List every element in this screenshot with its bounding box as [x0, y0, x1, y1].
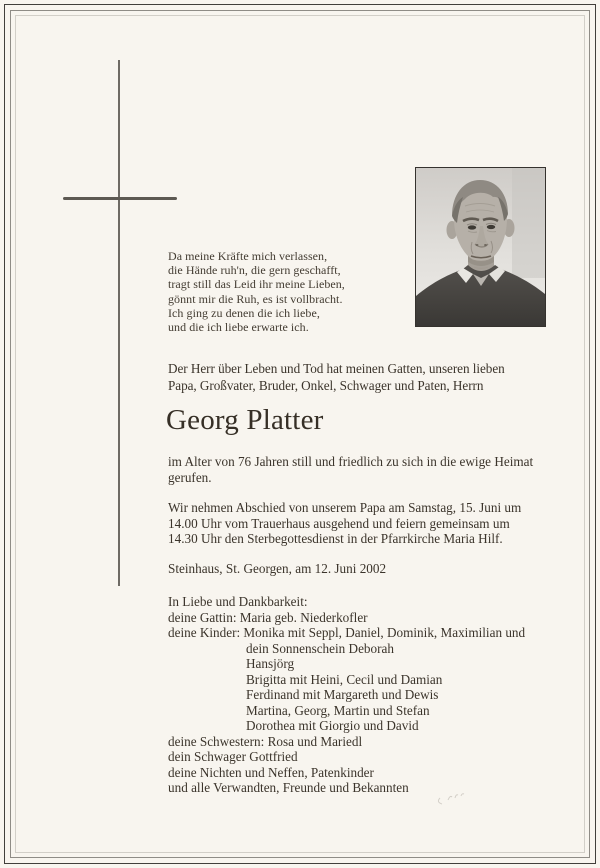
announcement-intro	[168, 361, 505, 394]
family-line: deine Gattin: Maria geb. Niederkofler	[168, 609, 368, 625]
poem-line: tragt still das Leid ihr meine Lieben,	[168, 277, 345, 292]
age-line: im Alter von 76 Jahren still und friedlich zu sich in die ewige Heimat	[168, 454, 534, 469]
age-line: gerufen.	[168, 470, 212, 485]
family-line: Brigitta mit Heini, Cecil und Damian	[246, 671, 443, 687]
poem-line: gönnt mir die Ruh, es ist vollbracht.	[168, 291, 343, 306]
memorial-poem	[168, 249, 345, 334]
funeral-line: 14.30 Uhr den Sterbegottesdienst in der Pfarrkirche Maria Hilf.	[168, 531, 503, 547]
family-line: und alle Verwandten, Freunde und Bekannten	[168, 780, 409, 795]
intro-line: Papa, Großvater, Bruder, Onkel, Schwager und Paten, Herrn	[168, 377, 484, 393]
family-line: deine Nichten und Neffen, Patenkinder	[168, 764, 374, 780]
poem-line: Da meine Kräfte mich verlassen,	[168, 249, 328, 263]
family-line: Hansjörg	[246, 656, 295, 671]
funeral-line: Wir nehmen Abschied von unserem Papa am Samstag, 15. Juni um	[168, 500, 522, 515]
portrait-photo	[415, 167, 546, 327]
family-line: deine Kinder: Monika mit Seppl, Daniel, Dominik, Maximilian und	[168, 625, 526, 640]
family-heading: In Liebe und Dankbarkeit:	[168, 594, 308, 609]
cross-vertical-bar	[118, 60, 120, 586]
family-line: deine Schwestern: Rosa und Mariedl	[168, 733, 363, 749]
funeral-line: 14.00 Uhr vom Trauerhaus ausgehend und feiern gemeinsam um	[168, 515, 510, 531]
dateline: Steinhaus, St. Georgen, am 12. Juni 2002	[168, 561, 387, 576]
family-line: dein Sonnenschein Deborah	[246, 640, 394, 656]
family-list	[168, 594, 525, 796]
age-paragraph	[168, 454, 533, 486]
intro-line: Der Herr über Leben und Tod hat meinen Gatten, unseren lieben	[168, 361, 505, 376]
deceased-name: Georg Platter	[166, 404, 324, 436]
poem-line: Ich ging zu denen die ich liebe,	[168, 305, 320, 320]
family-line: Dorothea mit Giorgio und David	[246, 718, 419, 733]
family-line: Ferdinand mit Margareth und Dewis	[246, 687, 439, 702]
pencil-scan-artifact	[428, 792, 468, 810]
poem-line: und die ich liebe erwarte ich.	[168, 320, 309, 335]
poem-line: die Hände ruh'n, die gern geschafft,	[168, 263, 341, 278]
cross-horizontal-bar	[63, 197, 177, 200]
family-line: dein Schwager Gottfried	[168, 749, 298, 764]
portrait-illustration	[416, 168, 545, 326]
funeral-paragraph	[168, 500, 521, 547]
family-line: Martina, Georg, Martin und Stefan	[246, 702, 430, 718]
